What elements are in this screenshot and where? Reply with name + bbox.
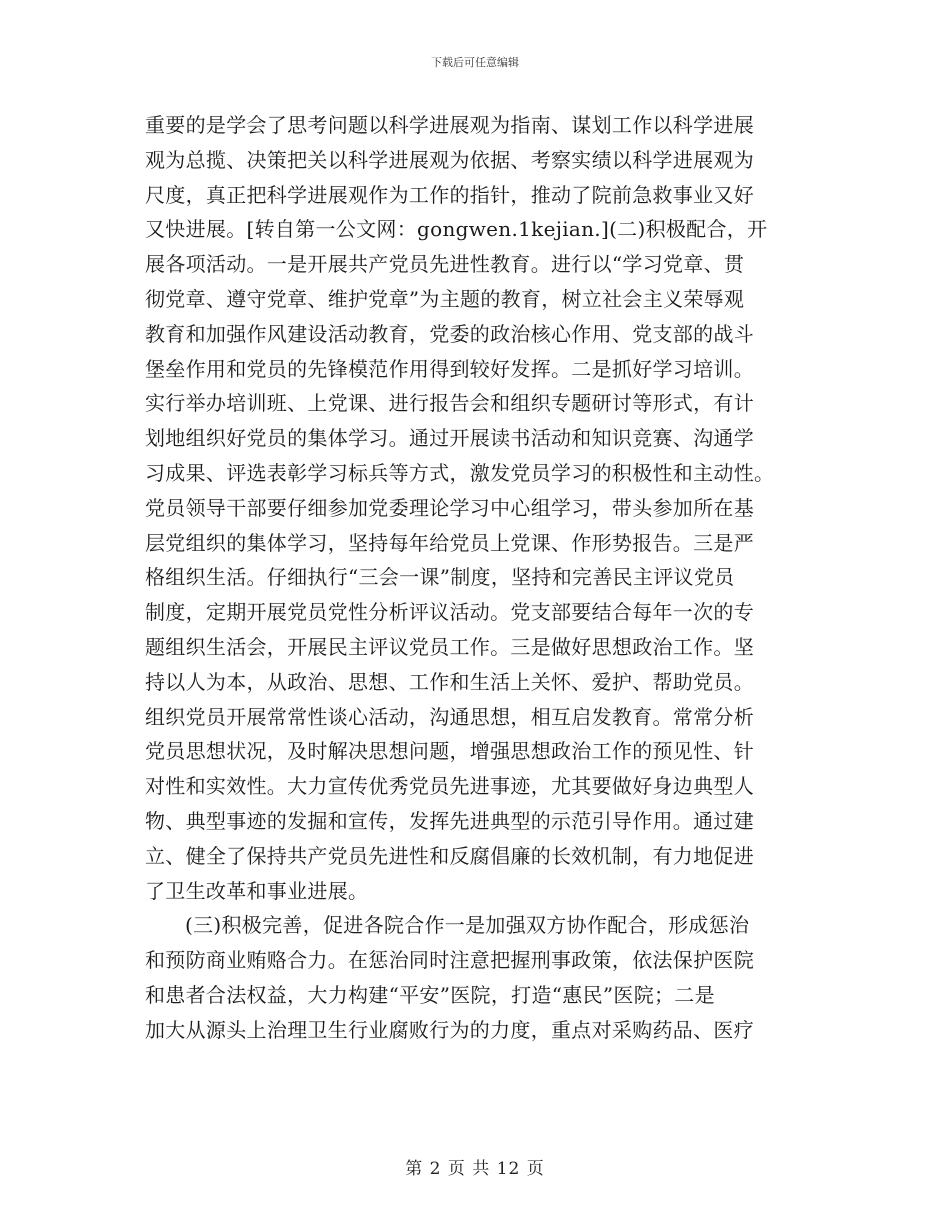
text-line: 划地组织好党员的集体学习。通过开展读书活动和知识竞赛、沟通学 — [145, 426, 754, 451]
text-line: 彻党章、遵守党章、维护党章”为主题的教育，树立社会主义荣辱观 — [145, 286, 745, 311]
text-line: 题组织生活会，开展民主评议党员工作。三是做好思想政治工作。坚 — [145, 634, 754, 659]
text-line: 和预防商业贿赂合力。在惩治同时注意把握刑事政策，依法保护医院 — [145, 948, 754, 973]
text-line: 习成果、评选表彰学习标兵等方式，激发党员学习的积极性和主动性。 — [145, 460, 775, 485]
text-line: 观为总揽、决策把关以科学进展观为依据、考察实绩以科学进展观为 — [145, 147, 754, 172]
text-line: 和患者合法权益，大力构建“平安”医院，打造“惠民”医院；二是 — [145, 982, 715, 1007]
text-line: 重要的是学会了思考问题以科学进展观为指南、谋划工作以科学进展 — [145, 113, 754, 137]
text-line: 了卫生改革和事业进展。 — [145, 878, 369, 903]
text-line: 加大从源头上治理卫生行业腐败行为的力度，重点对采购药品、医疗 — [145, 1017, 754, 1042]
text-line: 堡垒作用和党员的先锋模范作用得到较好发挥。二是抓好学习培训。 — [145, 356, 754, 381]
page-header: 下载后可任意编辑 — [431, 56, 519, 69]
text-line: 格组织生活。仔细执行“三会一课”制度，坚持和完善民主评议党员 — [145, 565, 735, 590]
text-line: 制度，定期开展党员党性分析评议活动。党支部要结合每年一次的专 — [145, 600, 754, 625]
text-line: 教育和加强作风建设活动教育，党委的政治核心作用、党支部的战斗 — [145, 321, 754, 346]
text-line: 党员思想状况，及时解决思想问题，增强思想政治工作的预见性、针 — [145, 739, 754, 764]
text-line: 党员领导干部要仔细参加党委理论学习中心组学习，带头参加所在基 — [145, 495, 754, 520]
text-line: 立、健全了保持共产党员先进性和反腐倡廉的长效机制，有力地促进 — [145, 843, 754, 868]
text-line: (三)积极完善，促进各院合作一是加强双方协作配合，形成惩治 — [185, 913, 750, 938]
page-footer: 第 2 页 共 12 页 — [405, 1159, 545, 1179]
text-line: 实行举办培训班、上党课、进行报告会和组织专题研讨等形式，有计 — [145, 391, 754, 416]
text-line: 物、典型事迹的发掘和宣传，发挥先进典型的示范引导作用。通过建 — [145, 808, 754, 833]
text-line: 组织党员开展常常性谈心活动，沟通思想，相互启发教育。常常分析 — [145, 704, 754, 729]
text-line: 对性和实效性。大力宣传优秀党员先进事迹，尤其要做好身边典型人 — [145, 774, 754, 799]
text-line: 持以人为本，从政治、思想、工作和生活上关怀、爱护、帮助党员。 — [145, 669, 754, 694]
text-line: 又快进展。[转自第一公文网：gongwen.1kejian.](二)积极配合，开 — [145, 217, 768, 242]
text-line: 尺度，真正把科学进展观作为工作的指针，推动了院前急救事业又好 — [145, 182, 754, 207]
text-line: 展各项活动。一是开展共产党员先进性教育。进行以“学习党章、贯 — [145, 252, 745, 277]
text-line: 层党组织的集体学习，坚持每年给党员上党课、作形势报告。三是严 — [145, 530, 754, 555]
document-body — [145, 108, 807, 1048]
